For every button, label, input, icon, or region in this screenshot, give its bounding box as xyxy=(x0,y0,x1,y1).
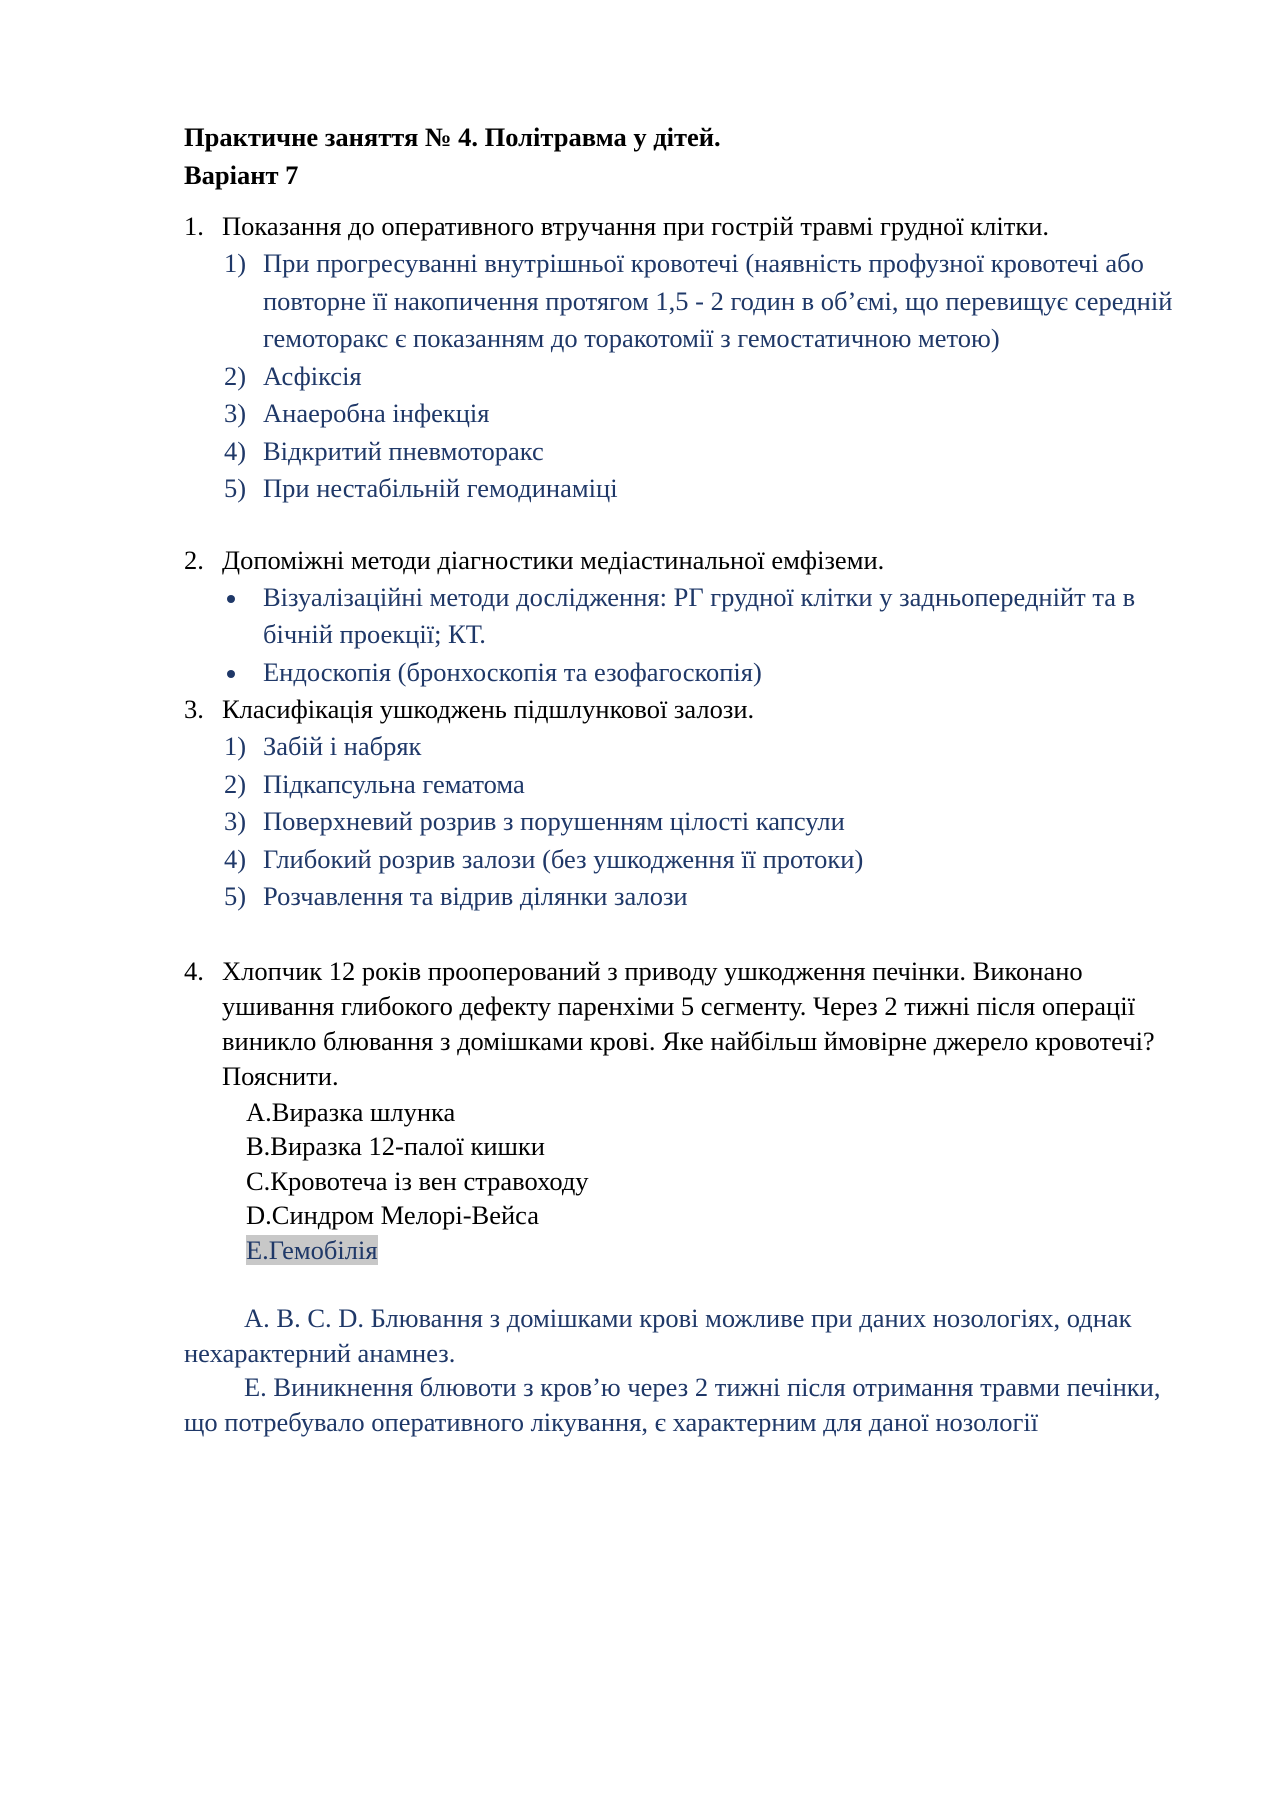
list-item xyxy=(224,579,1194,654)
answer-text: Ендоскопія (бронхоскопія та езофагоскопія) xyxy=(263,656,762,687)
list-item xyxy=(224,245,1194,358)
question-4 xyxy=(184,954,1194,1440)
title-line-1: Практичне заняття № 4. Політравма у дітей. xyxy=(184,122,721,152)
explanation-paragraph-1: A. B. C. D. Блювання з домішками крові можливе при даних нозологіях, однак нехарактерний анамнез. xyxy=(184,1303,1132,1368)
question-number: 2. xyxy=(184,544,204,575)
question-1 xyxy=(184,208,1194,508)
list-item xyxy=(224,878,1194,916)
answer-text: Розчавлення та відрив ділянки залози xyxy=(263,881,688,911)
option-d: D.Синдром Мелорі-Вейса xyxy=(246,1200,540,1230)
answer-list xyxy=(224,245,1194,508)
answer-number: 3) xyxy=(224,806,247,836)
option-list xyxy=(246,1095,1194,1268)
question-text: Показання до оперативного втручання при гострій травмі грудної клітки. xyxy=(222,211,1050,241)
answer-list xyxy=(224,728,1194,916)
question-number: 1. xyxy=(184,211,204,241)
bullet-icon xyxy=(227,595,235,603)
answer-number: 2) xyxy=(224,360,247,391)
page-title xyxy=(184,118,1194,194)
question-text: Допоміжні методи діагностики медіастинальної емфіземи. xyxy=(222,544,885,575)
answer-number: 4) xyxy=(224,843,247,874)
answer-text: Анаеробна інфекція xyxy=(263,398,490,428)
answer-number: 1) xyxy=(224,731,247,761)
answer-text: Відкритий пневмоторакс xyxy=(263,435,544,466)
bullet-icon xyxy=(227,670,235,678)
question-number: 4. xyxy=(184,955,204,986)
answer-text: Асфіксія xyxy=(263,360,362,391)
option-b: B.Виразка 12-палої кишки xyxy=(246,1131,545,1161)
answer-number: 2) xyxy=(224,768,247,799)
answer-text: Підкапсульна гематома xyxy=(263,768,525,799)
answer-text: При прогресуванні внутрішньої кровотечі (наявність профузної кровотечі або повторне її накопичення протягом 1,5 - 2 годин в об’ємі, що перевищує середній гемоторакс є показанням до торакотомії з гемостатичною метою) xyxy=(263,248,1173,353)
list-item xyxy=(224,470,1194,508)
list-item xyxy=(224,803,1194,841)
question-number: 3. xyxy=(184,694,204,724)
document-page xyxy=(184,118,1194,1439)
answer-number: 1) xyxy=(224,248,247,278)
list-item xyxy=(224,358,1194,396)
option-a: A.Виразка шлунка xyxy=(246,1096,456,1127)
answer-text: При нестабільній гемодинаміці xyxy=(263,473,618,503)
answer-number: 5) xyxy=(224,881,247,911)
title-line-2: Варіант 7 xyxy=(184,160,299,190)
answer-text: Візуалізаційні методи дослідження: РГ грудної клітки у задньопереднійт та в бічній проекції; КТ. xyxy=(263,581,1136,649)
list-item xyxy=(224,433,1194,471)
option-e-highlighted: E.Гемобілія xyxy=(246,1234,378,1265)
question-3 xyxy=(184,691,1194,916)
list-item xyxy=(224,654,1194,692)
question-text: Класифікація ушкоджень підшлункової залози. xyxy=(222,694,755,724)
list-item xyxy=(224,395,1194,433)
answer-number: 3) xyxy=(224,398,247,428)
list-item xyxy=(224,728,1194,766)
question-text: Хлопчик 12 років прооперований з приводу ушкодження печінки. Виконано ушивання глибокого дефекту паренхіми 5 сегменту. Через 2 тижні після операції виникло блювання з домішками крові. Яке найбільш ймовірне джерело кровотечі? Пояснити. xyxy=(222,955,1155,1091)
explanation-paragraph-2: E. Виникнення блювоти з кров’ю через 2 тижні після отримання травми печінки, що потребувало оперативного лікування, є характерним для даної нозології xyxy=(184,1372,1161,1437)
list-item xyxy=(224,841,1194,879)
answer-number: 5) xyxy=(224,473,247,503)
question-2 xyxy=(184,542,1194,692)
explanation xyxy=(184,1301,1194,1439)
answer-number: 4) xyxy=(224,435,247,466)
answer-text: Забій і набряк xyxy=(263,731,422,761)
answer-list xyxy=(224,579,1194,692)
answer-text: Поверхневий розрив з порушенням цілості капсули xyxy=(263,806,845,836)
answer-text: Глибокий розрив залози (без ушкодження її протоки) xyxy=(263,843,864,874)
list-item xyxy=(224,766,1194,804)
option-c: C.Кровотеча із вен стравоходу xyxy=(246,1165,589,1196)
